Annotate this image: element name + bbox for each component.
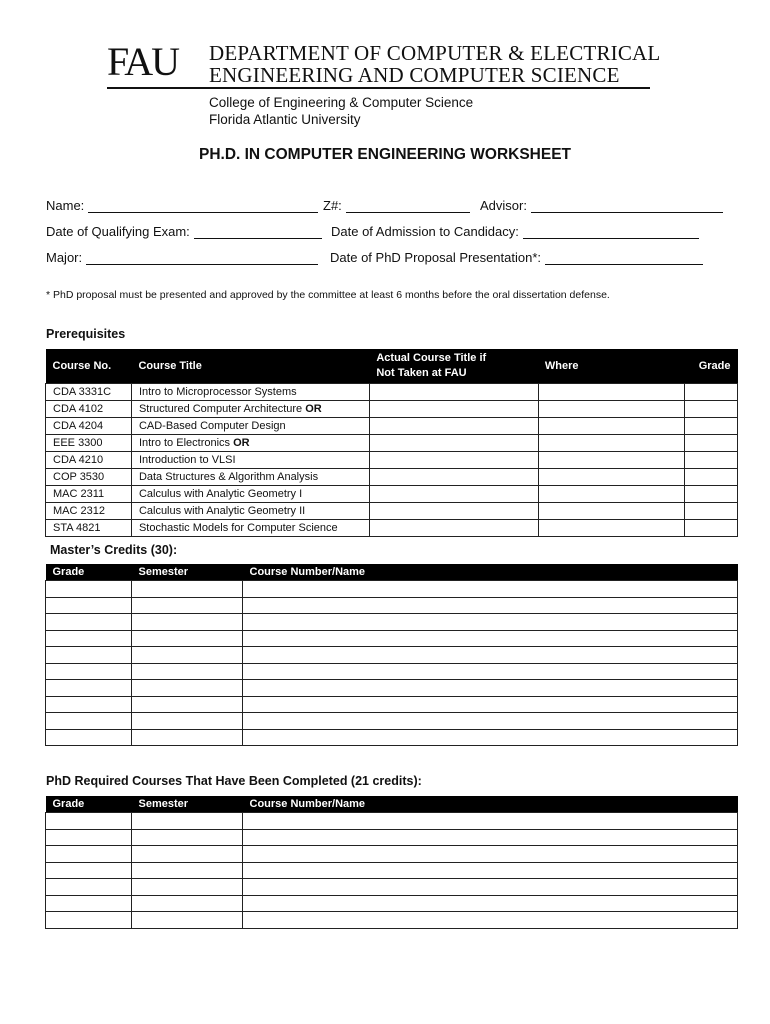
masters-row: [46, 614, 738, 631]
phd-grade-cell[interactable]: [46, 829, 132, 846]
col-actual-title: [369, 349, 539, 384]
prerequisites-table: [45, 349, 738, 537]
prerequisites-header-row: [46, 349, 738, 384]
phd-course-cell[interactable]: [243, 862, 738, 879]
page-title: PH.D. IN COMPUTER ENGINEERING WORKSHEET: [198, 146, 572, 163]
grade-cell[interactable]: [685, 469, 738, 486]
course-number-cell: CDA 4210: [46, 452, 132, 469]
col-actual-title-line1: Actual Course Title if: [376, 352, 487, 364]
masters-grade-cell[interactable]: [46, 680, 132, 697]
actual-title-cell[interactable]: [369, 503, 539, 520]
grade-cell[interactable]: [685, 452, 738, 469]
prereq-row: [46, 452, 738, 469]
phd-courses-heading: PhD Required Courses That Have Been Completed (21 credits):: [46, 774, 422, 788]
where-cell[interactable]: [539, 435, 685, 452]
masters-grade-cell[interactable]: [46, 663, 132, 680]
masters-semester-cell[interactable]: [132, 581, 243, 598]
phd-col-course: Course Number/Name: [243, 796, 738, 813]
major-label: Major:: [46, 250, 83, 265]
course-title-text: Intro to Electronics: [138, 437, 231, 449]
course-title-text: Calculus with Analytic Geometry II: [138, 505, 306, 517]
prereq-row: [46, 520, 738, 537]
prereq-row: [46, 469, 738, 486]
admission-label: Date of Admission to Candidacy:: [331, 224, 519, 239]
course-title-cell: [131, 469, 369, 486]
masters-semester-cell[interactable]: [132, 696, 243, 713]
name-line[interactable]: [88, 200, 318, 213]
masters-grade-cell[interactable]: [46, 630, 132, 647]
or-marker: OR: [305, 403, 322, 415]
masters-grade-cell[interactable]: [46, 581, 132, 598]
phd-grade-cell[interactable]: [46, 813, 132, 830]
masters-semester-cell[interactable]: [132, 663, 243, 680]
or-marker: OR: [233, 437, 250, 449]
masters-semester-cell[interactable]: [132, 729, 243, 746]
qualifying-exam-label: Date of Qualifying Exam:: [46, 224, 190, 239]
phd-semester-cell[interactable]: [132, 912, 243, 929]
header-rule: [107, 87, 650, 89]
phd-col-semester: Semester: [132, 796, 243, 813]
department-name: [209, 42, 660, 86]
admission-line[interactable]: [523, 226, 699, 239]
course-number-cell: MAC 2312: [46, 503, 132, 520]
course-number-cell: CDA 4102: [46, 401, 132, 418]
phd-grade-cell[interactable]: [46, 846, 132, 863]
phd-row: [46, 862, 738, 879]
masters-grade-cell[interactable]: [46, 729, 132, 746]
masters-grade-cell[interactable]: [46, 696, 132, 713]
col-where-label: Where: [544, 360, 579, 372]
masters-course-cell[interactable]: [243, 581, 738, 598]
actual-title-cell[interactable]: [369, 435, 539, 452]
phd-header-row: [46, 796, 738, 813]
znumber-line[interactable]: [346, 200, 470, 213]
masters-row: [46, 647, 738, 664]
phd-semester-cell[interactable]: [132, 879, 243, 896]
course-title-text: Calculus with Analytic Geometry I: [138, 488, 303, 500]
masters-course-cell[interactable]: [243, 597, 738, 614]
masters-row: [46, 663, 738, 680]
phd-row: [46, 895, 738, 912]
where-cell[interactable]: [539, 401, 685, 418]
major-field[interactable]: [46, 250, 318, 265]
admission-field[interactable]: [331, 224, 699, 239]
where-cell[interactable]: [539, 384, 685, 401]
masters-header-row: [46, 564, 738, 581]
prerequisites-heading: Prerequisites: [46, 327, 126, 341]
masters-semester-cell[interactable]: [132, 680, 243, 697]
course-title-cell: [131, 452, 369, 469]
masters-col-course: Course Number/Name: [243, 564, 738, 581]
course-title-cell: [131, 435, 369, 452]
grade-cell[interactable]: [685, 520, 738, 537]
university-name: Florida Atlantic University: [209, 112, 361, 127]
course-title-text: Introduction to VLSI: [138, 454, 236, 466]
masters-course-cell[interactable]: [243, 696, 738, 713]
course-title-cell: [131, 486, 369, 503]
col-course-no: Course No.: [46, 349, 132, 384]
prereq-row: [46, 418, 738, 435]
grade-cell[interactable]: [685, 384, 738, 401]
department-line-1: DEPARTMENT OF COMPUTER & ELECTRICAL: [209, 41, 661, 65]
where-cell[interactable]: [539, 520, 685, 537]
college-info: [209, 94, 473, 128]
phd-course-cell[interactable]: [243, 912, 738, 929]
major-line[interactable]: [86, 252, 318, 265]
course-number-cell: COP 3530: [46, 469, 132, 486]
phd-course-cell[interactable]: [243, 879, 738, 896]
course-title-text: Structured Computer Architecture: [138, 403, 303, 415]
masters-course-cell[interactable]: [243, 680, 738, 697]
advisor-field[interactable]: [480, 198, 723, 213]
masters-row: [46, 696, 738, 713]
masters-row: [46, 680, 738, 697]
masters-course-cell[interactable]: [243, 729, 738, 746]
prereq-row: [46, 401, 738, 418]
course-number-cell: CDA 4204: [46, 418, 132, 435]
masters-semester-cell[interactable]: [132, 713, 243, 730]
actual-title-cell[interactable]: [369, 384, 539, 401]
masters-semester-cell[interactable]: [132, 647, 243, 664]
phd-semester-cell[interactable]: [132, 846, 243, 863]
masters-heading: Master’s Credits (30):: [50, 543, 178, 557]
phd-semester-cell[interactable]: [132, 895, 243, 912]
masters-semester-cell[interactable]: [132, 597, 243, 614]
course-title-text: Intro to Microprocessor Systems: [138, 386, 297, 398]
masters-row: [46, 630, 738, 647]
grade-cell[interactable]: [685, 401, 738, 418]
where-cell[interactable]: [539, 452, 685, 469]
masters-course-cell[interactable]: [243, 713, 738, 730]
course-number-cell: STA 4821: [46, 520, 132, 537]
advisor-label: Advisor:: [480, 198, 527, 213]
course-title-cell: [131, 384, 369, 401]
phd-grade-cell[interactable]: [46, 895, 132, 912]
where-cell[interactable]: [539, 503, 685, 520]
proposal-field[interactable]: [330, 250, 703, 265]
phd-row: [46, 846, 738, 863]
course-title-cell: [131, 503, 369, 520]
advisor-line[interactable]: [531, 200, 723, 213]
phd-semester-cell[interactable]: [132, 862, 243, 879]
course-title-cell: [131, 520, 369, 537]
masters-semester-cell[interactable]: [132, 614, 243, 631]
masters-table: [45, 564, 738, 746]
course-title-cell: [131, 401, 369, 418]
proposal-footnote: * PhD proposal must be presented and approved by the committee at least 6 months before the oral dissertation defense.: [46, 289, 610, 301]
masters-course-cell[interactable]: [243, 663, 738, 680]
prereq-row: [46, 384, 738, 401]
phd-course-cell[interactable]: [243, 829, 738, 846]
prereq-row: [46, 503, 738, 520]
college-name: College of Engineering & Computer Science: [209, 95, 474, 110]
department-line-2: ENGINEERING AND COMPUTER SCIENCE: [209, 63, 620, 87]
masters-col-semester: Semester: [132, 564, 243, 581]
course-number-cell: EEE 3300: [46, 435, 132, 452]
masters-row: [46, 597, 738, 614]
phd-course-cell[interactable]: [243, 895, 738, 912]
col-actual-title-line2: Not Taken at FAU: [376, 367, 467, 379]
phd-grade-cell[interactable]: [46, 862, 132, 879]
grade-cell[interactable]: [685, 486, 738, 503]
masters-semester-cell[interactable]: [132, 630, 243, 647]
masters-grade-cell[interactable]: [46, 614, 132, 631]
actual-title-cell[interactable]: [369, 520, 539, 537]
grade-cell[interactable]: [685, 418, 738, 435]
masters-row: [46, 729, 738, 746]
where-cell[interactable]: [539, 486, 685, 503]
phd-row: [46, 829, 738, 846]
course-title-text: Stochastic Models for Computer Science: [138, 522, 338, 534]
phd-semester-cell[interactable]: [132, 829, 243, 846]
actual-title-cell[interactable]: [369, 486, 539, 503]
prereq-row: [46, 486, 738, 503]
grade-cell[interactable]: [685, 435, 738, 452]
course-title-text: Data Structures & Algorithm Analysis: [138, 471, 319, 483]
col-where: [539, 349, 685, 384]
course-number-cell: MAC 2311: [46, 486, 132, 503]
where-cell[interactable]: [539, 469, 685, 486]
proposal-label: Date of PhD Proposal Presentation*:: [330, 250, 542, 265]
name-field[interactable]: [46, 198, 318, 213]
course-number-cell: CDA 3331C: [46, 384, 132, 401]
name-label: Name:: [46, 198, 85, 213]
masters-row: [46, 581, 738, 598]
actual-title-cell[interactable]: [369, 452, 539, 469]
grade-cell[interactable]: [685, 503, 738, 520]
phd-row: [46, 912, 738, 929]
phd-col-grade: Grade: [46, 796, 132, 813]
phd-course-cell[interactable]: [243, 813, 738, 830]
phd-row: [46, 879, 738, 896]
qualifying-exam-line[interactable]: [194, 226, 322, 239]
phd-courses-table: [45, 796, 738, 929]
phd-row: [46, 813, 738, 830]
actual-title-cell[interactable]: [369, 469, 539, 486]
actual-title-cell[interactable]: [369, 418, 539, 435]
masters-course-cell[interactable]: [243, 647, 738, 664]
masters-col-grade: Grade: [46, 564, 132, 581]
course-title-cell: [131, 418, 369, 435]
phd-course-cell[interactable]: [243, 846, 738, 863]
masters-course-cell[interactable]: [243, 614, 738, 631]
phd-grade-cell[interactable]: [46, 879, 132, 896]
col-course-title: Course Title: [131, 349, 369, 384]
masters-grade-cell[interactable]: [46, 597, 132, 614]
phd-semester-cell[interactable]: [132, 813, 243, 830]
masters-grade-cell[interactable]: [46, 713, 132, 730]
phd-grade-cell[interactable]: [46, 912, 132, 929]
actual-title-cell[interactable]: [369, 401, 539, 418]
znumber-label: Z#:: [323, 198, 342, 213]
where-cell[interactable]: [539, 418, 685, 435]
proposal-line[interactable]: [545, 252, 703, 265]
prereq-row: [46, 435, 738, 452]
qualifying-exam-field[interactable]: [46, 224, 322, 239]
fau-logo: FAU: [107, 39, 179, 84]
znumber-field[interactable]: [323, 198, 470, 213]
masters-row: [46, 713, 738, 730]
col-grade: Grade: [685, 349, 738, 384]
masters-grade-cell[interactable]: [46, 647, 132, 664]
masters-course-cell[interactable]: [243, 630, 738, 647]
course-title-text: CAD-Based Computer Design: [138, 420, 286, 432]
